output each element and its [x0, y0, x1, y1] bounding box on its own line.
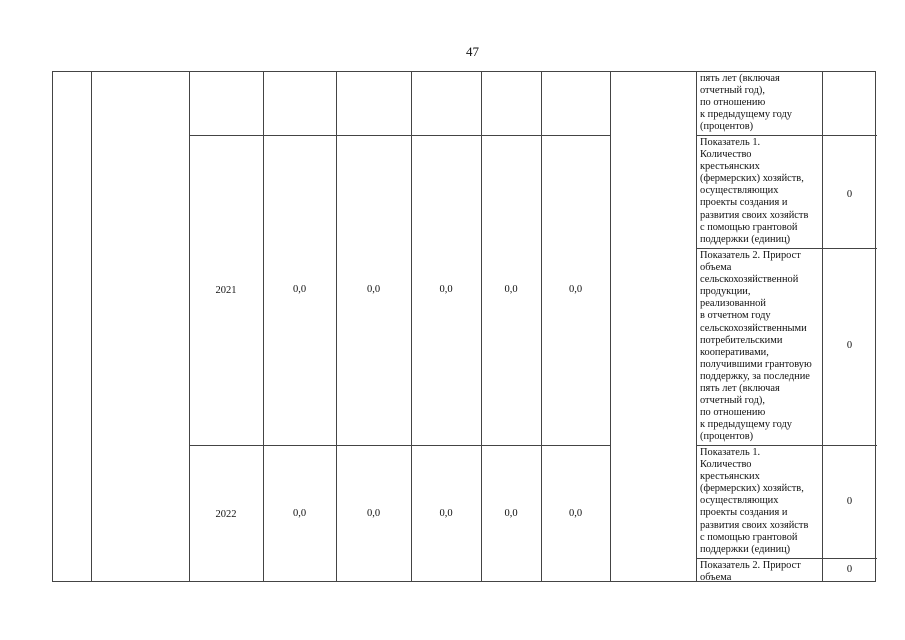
value-cell: 0,0: [439, 508, 453, 519]
indicator-value: 0: [846, 564, 853, 575]
indicator-value: 0: [846, 340, 853, 351]
value-cell: 0,0: [504, 284, 518, 295]
col-divider: [336, 72, 337, 581]
value-cell: 0,0: [568, 284, 583, 295]
row-divider: [696, 445, 877, 446]
indicator-text: Показатель 2. Прирост объема сельскохозяйственной продукции, реализованной в отчетном году сельскохозяйственными потребительскими кооперативами, получившими грантовую поддержку, за последние пять лет (включая отчетный год), по отношению к предыдущему году (процентов): [700, 250, 812, 443]
value-cell: 0,0: [366, 508, 381, 519]
indicator-text: Показатель 1. Количество крестьянских (фермерских) хозяйств, осуществляющих проекты создания и развития своих хозяйств с помощью грантовой поддержки (единиц): [700, 137, 809, 245]
year-cell: 2021: [215, 285, 237, 296]
indicator-value: 0: [846, 496, 853, 507]
data-table: [52, 71, 876, 582]
indicator-text: пять лет (включая отчетный год), по отношению к предыдущему году (процентов): [700, 73, 792, 133]
col-divider: [481, 72, 482, 581]
page-number: 47: [466, 44, 479, 59]
value-cell: 0,0: [366, 284, 381, 295]
col-divider: [541, 72, 542, 581]
row-divider: [696, 248, 877, 249]
col-divider: [610, 72, 611, 581]
row-divider: [696, 558, 877, 559]
row-divider: [696, 135, 877, 136]
value-cell: 0,0: [439, 284, 453, 295]
row-divider: [189, 445, 611, 446]
value-cell: 0,0: [568, 508, 583, 519]
col-divider: [696, 72, 697, 581]
indicator-text: Показатель 1. Количество крестьянских (фермерских) хозяйств, осуществляющих проекты создания и развития своих хозяйств с помощью грантовой поддержки (единиц): [700, 447, 809, 555]
indicator-value: 0: [846, 189, 853, 200]
value-cell: 0,0: [292, 284, 307, 295]
col-divider: [411, 72, 412, 581]
value-cell: 0,0: [504, 508, 518, 519]
indicator-text: Показатель 2. Прирост объема: [700, 560, 801, 584]
col-divider: [189, 72, 190, 581]
year-cell: 2022: [215, 509, 237, 520]
value-cell: 0,0: [292, 508, 307, 519]
row-divider: [189, 135, 611, 136]
col-divider: [91, 72, 92, 581]
col-divider: [263, 72, 264, 581]
